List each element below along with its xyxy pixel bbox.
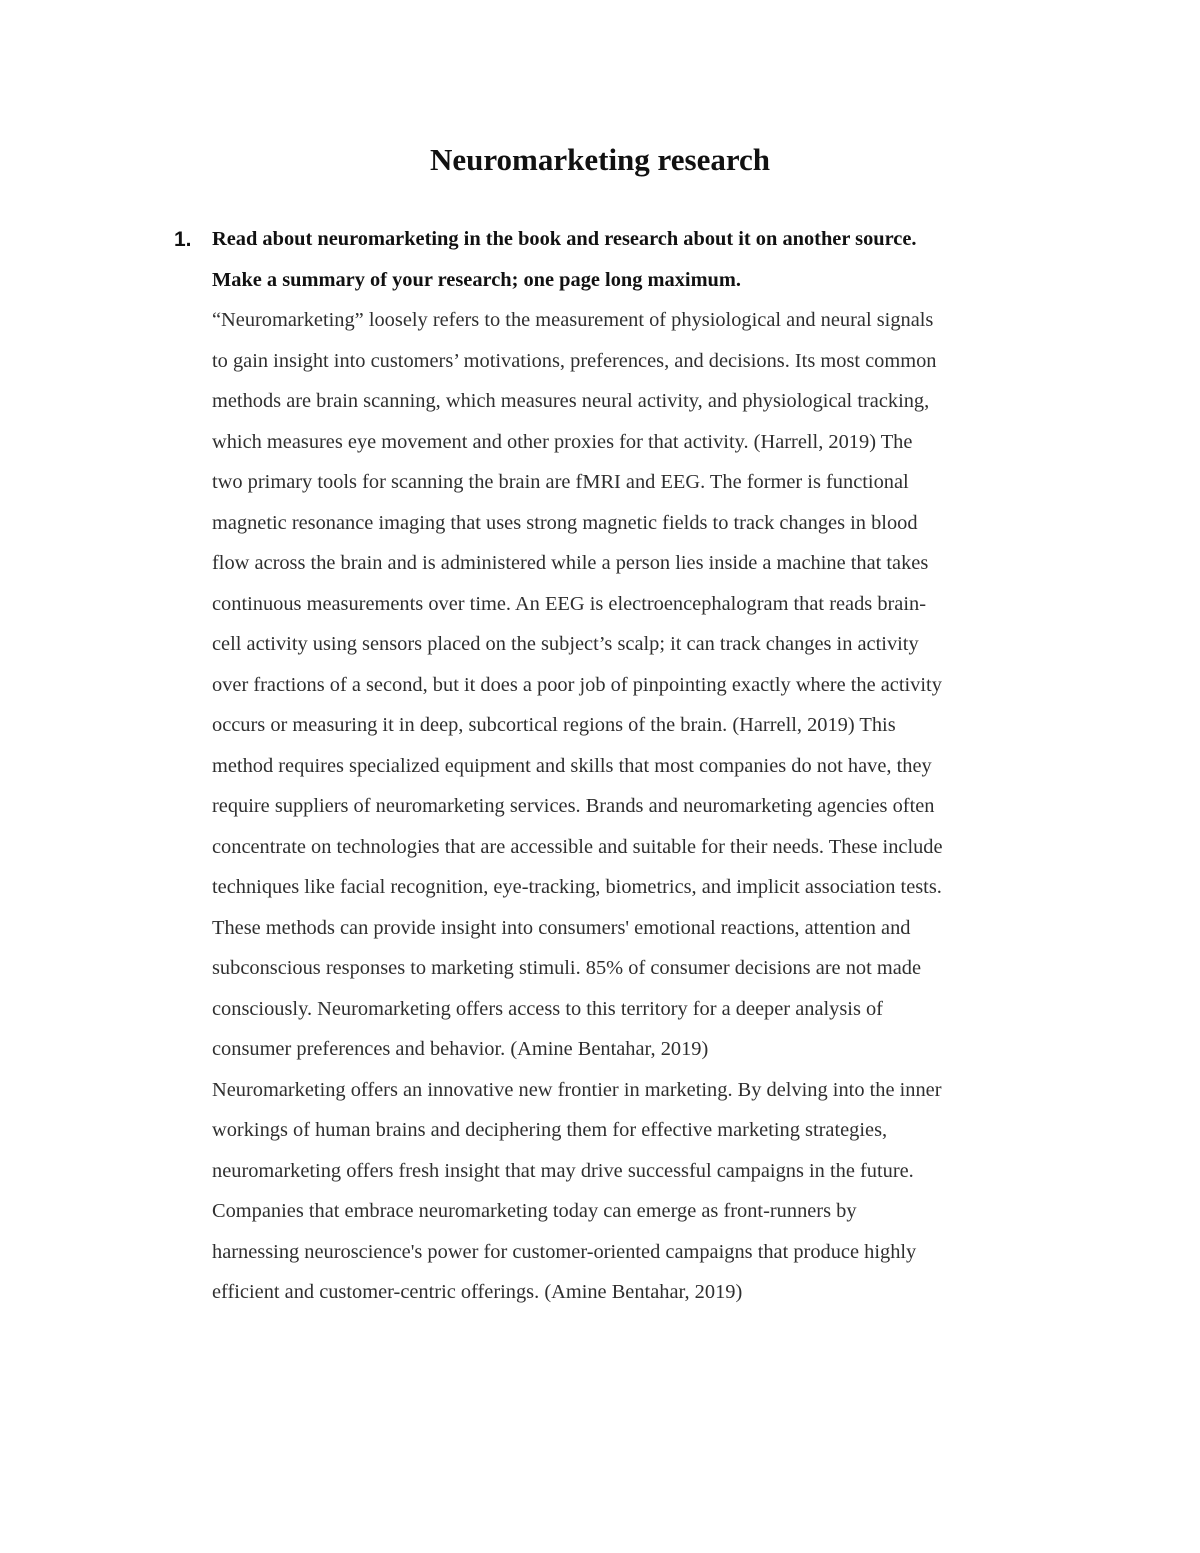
paragraph-line: to gain insight into customers’ motivations, preferences, and decisions. Its most common [212,349,937,372]
paragraph-line: Companies that embrace neuromarketing today can emerge as front-runners by [212,1200,857,1222]
paragraph-line: These methods can provide insight into consumers' emotional reactions, attention and [212,916,911,939]
question-number: 1. [174,228,192,251]
paragraph-line: consumer preferences and behavior. (Amine Bentahar, 2019) [212,1038,709,1060]
paragraph-line: subconscious responses to marketing stimuli. 85% of consumer decisions are not made [212,957,922,979]
paragraph-line: “Neuromarketing” loosely refers to the measurement of physiological and neural signals [212,309,934,331]
page-title: Neuromarketing research [429,142,771,177]
paragraph-line: flow across the brain and is administered while a person lies inside a machine that takes [212,552,929,574]
paragraph-line: continuous measurements over time. An EEG is electroencephalogram that reads brain- [212,592,927,615]
summary-paragraph-1 [212,300,1072,1070]
paragraph-line: consciously. Neuromarketing offers access to this territory for a deeper analysis of [212,997,883,1020]
paragraph-line: neuromarketing offers fresh insight that may drive successful campaigns in the future. [212,1159,914,1182]
paragraph-line: cell activity using sensors placed on the subject’s scalp; it can track changes in activity [212,633,919,655]
paragraph-line: two primary tools for scanning the brain are fMRI and EEG. The former is functional [212,471,909,493]
paragraph-line: concentrate on technologies that are accessible and suitable for their needs. These include [212,835,943,858]
paragraph-line: methods are brain scanning, which measures neural activity, and physiological tracking, [212,390,930,412]
document-body [212,219,1072,1313]
summary-paragraph-2 [212,1070,1072,1313]
paragraph-line: over fractions of a second, but it does a poor job of pinpointing exactly where the activity [212,673,942,696]
paragraph-line: techniques like facial recognition, eye-tracking, biometrics, and implicit association tests. [212,876,942,898]
paragraph-line: which measures eye movement and other proxies for that activity. (Harrell, 2019) The [212,430,913,453]
question-text [212,219,1072,300]
paragraph-line: Neuromarketing offers an innovative new frontier in marketing. By delving into the inner [212,1078,942,1101]
paragraph-line: efficient and customer-centric offerings. (Amine Bentahar, 2019) [212,1281,743,1303]
question-line: Read about neuromarketing in the book and research about it on another source. [212,228,917,250]
question-line: Make a summary of your research; one page long maximum. [212,268,741,291]
paragraph-line: harnessing neuroscience's power for customer-oriented campaigns that produce highly [212,1240,917,1263]
paragraph-line: magnetic resonance imaging that uses strong magnetic fields to track changes in blood [212,511,918,534]
paragraph-line: workings of human brains and deciphering them for effective marketing strategies, [212,1119,888,1141]
paragraph-line: method requires specialized equipment and skills that most companies do not have, they [212,754,932,777]
paragraph-line: require suppliers of neuromarketing services. Brands and neuromarketing agencies often [212,795,935,817]
paragraph-line: occurs or measuring it in deep, subcortical regions of the brain. (Harrell, 2019) This [212,714,896,736]
